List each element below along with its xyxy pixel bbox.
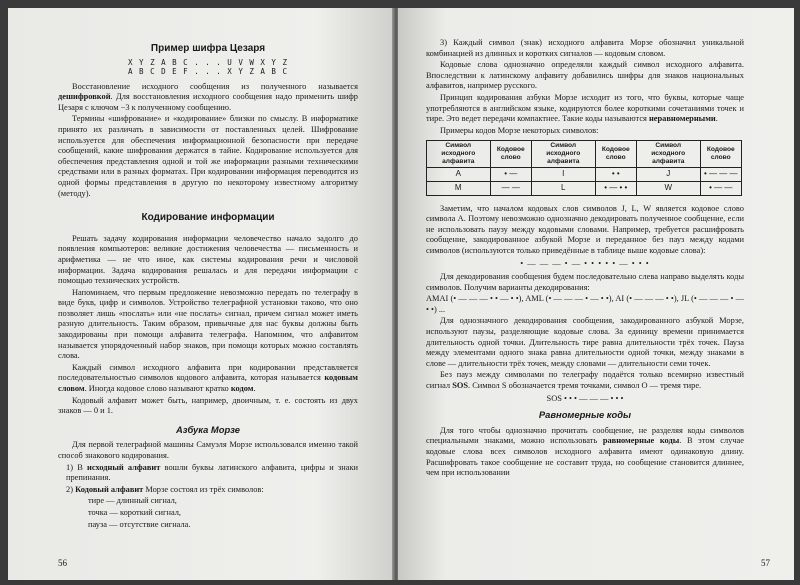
left-page — [8, 8, 394, 580]
table-cell: • • — [595, 168, 636, 182]
page-number-left: 56 — [58, 558, 67, 568]
table-cell: — — — [490, 181, 531, 195]
paragraph-morse-item-3: 3) Каждый символ (знак) исходного алфавита Морзе обозначил уникальной комбинацией из длинных и коротких сигналов — кодовым словом. — [426, 38, 744, 58]
caesar-example-title: Пример шифра Цезаря — [150, 43, 266, 54]
morse-code-table — [426, 140, 742, 195]
signal-dot: точка — короткий сигнал, — [88, 507, 182, 517]
list-item-source-alphabet: 1) В исходный алфавит вошли буквы латинского алфавита, цифры и знаки препинания. — [66, 462, 359, 483]
table-header: Символ исходного алфавита — [636, 141, 700, 168]
paragraph-nonuniform-codes: Принцип кодирования азбуки Морзе исходит из того, что буквы, которые чаще употребляются в английском языке, кодируются более короткими сочетаниями точек и тире. Это ведет передачи компактнее. Такие коды называются неравномерными. — [426, 92, 744, 124]
table-header: Кодовое слово — [490, 141, 531, 168]
section-heading-uniform-codes: Равномерные коды — [538, 409, 632, 421]
table-header: Кодовое слово — [595, 141, 636, 168]
paragraph-telegraph: Напоминаем, что первым предложение невозможно передать по телеграфу в виде букв, цифр и символов. Устройство телеграфной установки таково, что оно позволяет лишь «послать» или «не послать» сигнал, причем сигнал может иметь разную длительность. Таким образом, привычные для нас буквы должны быть закодированы при помощи алфавита телеграфа. Напомним, что алфавитом называется упорядоченный набор знаков, при помощи которых можно составлять слова. — [58, 287, 358, 361]
table-cell: • — — [490, 168, 531, 182]
paragraph-morse-intro: Для первой телеграфной машины Самуэля Морзе использовался именно такой способ знакового кодирования. — [58, 440, 358, 460]
table-cell: A — [427, 168, 491, 182]
sos-signal: SOS • • • — — — • • • — [546, 393, 624, 403]
section-heading-morse: Азбука Морзе — [176, 423, 240, 435]
table-cell: I — [531, 168, 595, 182]
paragraph-uniform-codes: Для того чтобы однозначно прочитать сообщение, не разделяя коды символов специальными знаками, можно использовать равномерные коды. В этом случае кодовые слова всех символов исходного алфавита имеют одинаковую длину. Расшифровать такое сообщение не составит труда, но сообщение становится длиннее, чем при использовании — [426, 425, 744, 478]
paragraph-pauses: Для однозначного декодирования сообщения, закодированного азбукой Морзе, используют паузы, разделяющие кодовые слова. За единицу времени принимается длительность одной точки. Длительность тире равна длительности трёх точек. Пауза между элементами одного знака равна длительности одной точки, между знаками в слове — длительности трёх точек, между словами — длительности семи точек. — [426, 316, 744, 368]
list-item-code-alphabet: 2) Кодовый алфавит Морзе состоял из трёх символов: — [66, 484, 264, 494]
page-number-right: 57 — [761, 558, 770, 568]
paragraph-sos: Без пауз между символами по телеграфу подаётся только всемирно известный сигнал SOS. Символ S обозначается тремя точками, символ O — тремя тире. — [426, 370, 744, 391]
table-header: Символ исходного алфавита — [427, 141, 491, 168]
table-header: Кодовое слово — [700, 141, 742, 168]
encoded-message-line: • — — — • — • • • • • — • • • — [520, 258, 650, 268]
left-column — [58, 44, 358, 531]
table-cell: • — • • — [595, 181, 636, 195]
paragraph-morse-examples: Примеры кодов Морзе некоторых символов: — [440, 125, 599, 135]
table-row — [427, 181, 742, 195]
table-cell: J — [636, 168, 700, 182]
table-cell: • — — — [700, 181, 742, 195]
table-header: Символ исходного алфавита — [531, 141, 595, 168]
paragraph-code-word: Каждый символ исходного алфавита при кодировании представляется последовательностью символов кодового алфавита, которая называется кодовым словом. Иногда кодовое слово называют кратко кодом. — [58, 362, 358, 394]
paragraph-national-alphabets: Кодовые слова однозначно определяли каждый символ исходного алфавита. Впоследствии к латинскому алфавиту добавились шифры для знаков национальных алфавитов, например русского. — [426, 60, 744, 91]
section-heading-encoding: Кодирование информации — [141, 212, 275, 224]
cipher-row-top: X Y Z A B C . . . U V W X Y Z — [128, 57, 288, 67]
paragraph-encryption-vs-encoding: Термины «шифрование» и «кодирование» близки по смыслу. В информатике принято их различать в зависимости от поставленных целей. Шифрование используется для обеспечения информационной безопасности при передаче сообщений, какие шифрования держатся в тайне. Кодирование используется для обеспечения представления одной и той же информации разными техническими средствами или в разных форматах. При кодировании информация переводится из одной формы представления в другую по некоторому известному алгоритму (методу). — [58, 114, 358, 198]
paragraph-decryption: Восстановление исходного сообщения из полученного называется дешифровкой. Для восстановления исходного сообщения надо применить шифр Цезаря с ключом −3 к полученному сообщению. — [58, 81, 358, 112]
paragraph-prefix-problem: Заметим, что началом кодовых слов символов J, L, W является кодовое слово символа A. Поэтому невозможно однозначно декодировать полученное сообщение, если не использовать паузу между кодовыми словами. Например, требуется расшифровать сообщение, закодированное азбукой Морзе и переданное без пауз между кодами символов (используются только приведённые в таблице выше кодовые слова): — [426, 203, 744, 255]
decoding-variants: AMAI (• — — — • • — • •), AML (• — — — • — • •), AI (• — — — • •), JL (• — — — • — • •) ... — [426, 294, 744, 314]
table-cell: • — — — — [700, 168, 742, 182]
paragraph-decoding: Для декодирования сообщения будем последовательно слева направо выделять коды символов. Получим варианты декодирования: — [426, 272, 744, 292]
table-cell: W — [636, 181, 700, 195]
cipher-row-bottom: A B C D E F . . . X Y Z A B C — [128, 66, 288, 76]
paragraph-binary-alphabet: Кодовый алфавит может быть, например, двоичным, т. е. состоять из двух знаков — 0 и 1. — [58, 395, 358, 416]
table-cell: L — [531, 181, 595, 195]
table-cell: M — [427, 181, 491, 195]
paragraph-encoding-history: Решать задачу кодирования информации человечество начало задолго до появления компьютеров: великие достижения человечества — письменность и арифметика — не что иное, как системы кодирования речи и числовой информации. Задача кодирования решалась и для передачи информации с помощью технических устройств. — [58, 233, 358, 286]
signal-dash: тире — длинный сигнал, — [88, 496, 177, 506]
table-row — [427, 168, 742, 182]
right-page — [398, 8, 794, 580]
signal-pause: пауза — отсутствие сигнала. — [88, 519, 191, 529]
table-header-row — [427, 141, 742, 168]
right-column — [426, 38, 744, 480]
